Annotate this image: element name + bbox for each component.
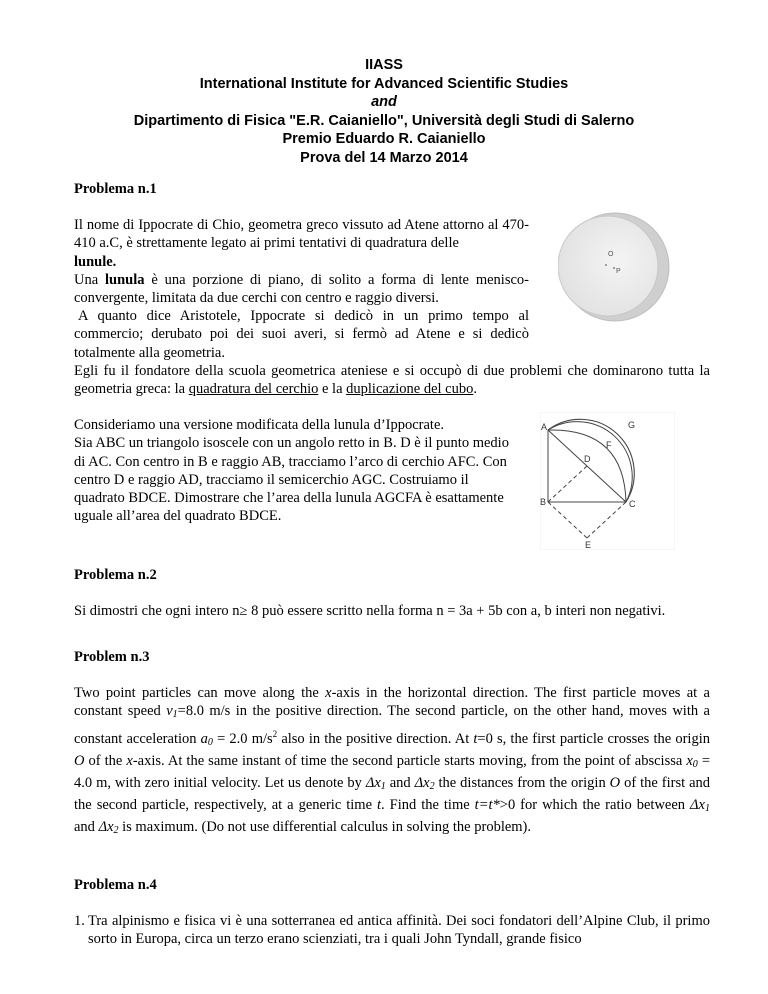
header-line-iiass: IIASS (365, 57, 403, 73)
problem-4-text: 1. Tra alpinismo e fisica vi è una sotterranea ed antica affinità. Dei soci fondatori dell’Alpine Club, il primo sorto in Europa, circa un terzo erano scienziati, tra i quali John Tyndall, grande fisico (74, 913, 710, 948)
problem-1-aristotle: A quanto dice Aristotele, Ippocrate si dedicò in un primo tempo al commercio; derubato poi dei suoi averi, si fermò ad Atene e si dedicò totalmente alla geometria. (74, 308, 529, 361)
construction-figure (540, 412, 675, 550)
problem-1-statement: Sia ABC un triangolo isoscele con un angolo retto in B. D è il punto medio di AC. Con centro in B e raggio AB, tracciamo l’arco di cerchio AFC. Con centro D e raggio AD, tracciamo il semicerchio AGC. Costruiamo il quadrato BDCE. Dimostrare che l’area della lunula AGCFA è esattamente uguale all’area del quadrato BDCE. (74, 435, 509, 525)
header-line-and: and (371, 94, 397, 110)
problem-2 (74, 566, 710, 620)
header-line-date: Prova del 14 Marzo 2014 (300, 149, 468, 166)
document-header (0, 56, 768, 167)
fig-label-a: A (541, 422, 548, 432)
lunula-label-o: O (608, 251, 614, 258)
problem-1-intro: Il nome di Ippocrate di Chio, geometra greco vissuto ad Atene attorno al 470-410 a.C, è strettamente legato ai primi tentativi di quadratura delle lunule. (74, 217, 529, 270)
problem-1-title: Problema n.1 (74, 181, 157, 197)
problem-4-title: Problema n.4 (74, 877, 157, 893)
header-line-institute: International Institute for Advanced Scientific Studies (199, 75, 569, 92)
fig-label-c: C (629, 499, 636, 509)
problem-3-title: Problem n.3 (74, 649, 150, 665)
fig-label-g: G (628, 420, 636, 430)
problem-4-number: 1. (74, 913, 85, 930)
problem-3-text: Two point particles can move along the x-axis in the horizontal direction. The first particle moves at a constant speed $v_1=8.0$ m/s in the positive direction. The second particle, on the other hand, moves with a constant acceleration $a_0 = 2.0$ $m/s^2$ also in the positive direction. At t=0 s, the first particle crosses the origin O of the x-axis. At the same instant of time the second particle starts moving, from the point of abscissa $x_0 = 4.0$ m, with zero initial velocity. Let us denote by $\Delta x_1$ and $\Delta x_2$ the distances from the origin O of the first and the second particle, respectively, at a generic time t. Find the time t=t*>0 for which the ratio between $\Delta x_1$ and $\Delta x_2$ is maximum. (Do not use differential calculus in solving the problem). (74, 685, 711, 837)
lunula-label-p: P (616, 268, 621, 275)
fig-label-b: B (540, 497, 547, 507)
problem-4 (74, 876, 710, 949)
fig-label-f: F (606, 440, 612, 450)
header-line-department: Dipartimento di Fisica "E.R. Caianiello", Università degli Studi di Salerno (133, 112, 635, 129)
problem-1-school: Egli fu il fondatore della scuola geometrica ateniese e si occupò di due problemi che dominarono tutta la geometria greca: la quadratura del cerchio e la duplicazione del cubo. (74, 362, 710, 398)
header-line-prize: Premio Eduardo R. Caianiello (282, 131, 486, 147)
problem-2-title: Problema n.2 (74, 567, 157, 583)
problem-2-text: Si dimostri che ogni intero n≥ 8 può essere scritto nella forma n = 3a + 5b con a, b interi non negativi. (74, 603, 666, 620)
fig-label-e: E (585, 540, 592, 550)
problem-1-lunula-def: Una lunula è una porzione di piano, di solito a forma di lente menisco-convergente, limitata da due cerchi con centro e raggio diversi. (74, 271, 529, 307)
fig-label-d: D (584, 454, 591, 464)
problem-1-consider: Consideriamo una versione modificata della lunula d’Ippocrate. (74, 417, 445, 434)
lunula-figure (558, 210, 673, 325)
problem-3 (74, 648, 710, 841)
